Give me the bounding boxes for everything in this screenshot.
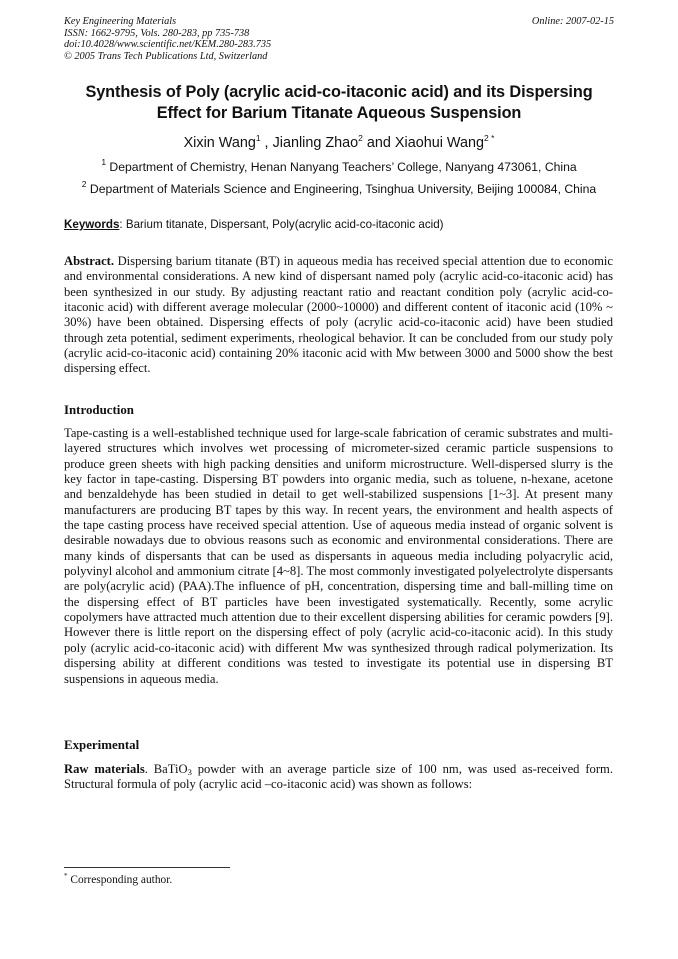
title-line-1: Synthesis of Poly (acrylic acid-co-itaconic acid) and its Dispersing [85, 83, 593, 101]
footnote [64, 873, 172, 887]
affiliation-mark: 2 [81, 179, 87, 189]
author-list [40, 134, 638, 152]
author-affiliation-mark: 2 [358, 133, 363, 143]
footnote-text: Corresponding author. [67, 874, 173, 886]
journal-header [64, 16, 271, 62]
paper-title [48, 82, 630, 123]
issn-line: ISSN: 1662-9795, Vols. 280-283, pp 735-738 [64, 27, 250, 39]
journal-name: Key Engineering Materials [64, 16, 177, 27]
raw-materials-text: . BaTiO [144, 762, 188, 776]
footnote-mark: * [64, 872, 68, 880]
author-name: Jianling Zhao [272, 135, 359, 151]
abstract-label: Abstract. [64, 254, 115, 268]
author-affiliation-mark: 2 * [484, 133, 495, 143]
title-line-2: Effect for Barium Titanate Aqueous Suspension [156, 103, 522, 122]
affiliation-text: Department of Materials Science and Engineering, Tsinghua University, Beijing 100084, China [86, 182, 597, 196]
affiliation-2 [40, 179, 638, 197]
raw-materials-paragraph [64, 762, 613, 793]
copyright-line: © 2005 Trans Tech Publications Ltd, Switzerland [64, 50, 268, 62]
affiliation-text: Department of Chemistry, Henan Nanyang Teachers’ College, Nanyang 473061, China [106, 160, 577, 174]
author-name: Xixin Wang [183, 135, 256, 151]
doi-line: doi:10.4028/www.scientific.net/KEM.280-283.735 [64, 39, 272, 51]
introduction-paragraph: Tape-casting is a well-established technique used for large-scale fabrication of ceramic substrates and multi-layered structures which involves wet processing of micrometer-sized ceramic particle suspensions to produce green sheets with high packing densities and uniform microstructure. Well-dispersed slurry is the key factor in tape-casting. Dispersing BT powders into organic media, such as toluene, n-hexane, acetone and benzaldehyde has been studied in detail to get well-stabilized suspensions [1~3]. At present many manufacturers are producing BT tapes by this way. In recent years, the environment and health aspects of the tape casting process have received special attention. Use of aqueous media instead of organic solvent is desirable nowadays due to obvious reasons such as economic and environmental considerations. There are many kinds of dispersants that can be used as dispersants in aqueous media including polyacrylic acid, polyvinyl alcohol and ammonium citrate [4~8]. The most commonly investigated polyelectrolyte dispersants are poly(acrylic acid) (PAA).The influence of pH, concentration, dispersing time and ball-milling time on the dispersing effect of BT particles have been investigated systematically. Recently, some acrylic copolymers have attracted much attention due to their excellent dispersing abilities for ceramic powders [9]. However there is little report on the dispersing effect of poly (acrylic acid-co-itaconic acid). In this study poly (acrylic acid-co-itaconic acid) with different Mw was synthesized through radical polymerization. Its dispersing ability at different conditions was tested to investigate its potential use in dispersing BT suspensions in aqueous media. [64, 426, 613, 686]
affiliation-1 [40, 157, 638, 175]
author-separator: , [260, 135, 273, 151]
affiliation-mark: 1 [101, 157, 107, 167]
raw-materials-text-cont: powder with an average particle size of 100 nm, was used as-received form. Structural formula of poly (acrylic acid –co-itaconic acid) was shown as follows: [64, 762, 613, 792]
abstract-text: Dispersing barium titanate (BT) in aqueous media has received special attention due to economic and environmental considerations. A new kind of dispersant named poly (acrylic acid-co-itaconic acid) has been synthesized in our study. By adjusting reactant ratio and reactant condition poly (acrylic acid-co-itaconic acid) with different average molecular (2000~10000) and different content of itaconic acid (10% ~ 30%) have been obtained. Dispersing effects of poly (acrylic acid-co-itaconic acid) have been studied through zeta potential, sediment experiments, rheological behavior. It can be concluded from our study poly (acrylic acid-co-itaconic acid) containing 20% itaconic acid with Mw between 3000 and 5000 show the best dispersing effect. [64, 254, 613, 376]
author-separator: and [362, 135, 395, 151]
experimental-heading: Experimental [64, 738, 140, 752]
introduction-heading: Introduction [64, 403, 134, 417]
raw-materials-label: Raw materials [64, 762, 145, 776]
keywords-label: Keywords [64, 218, 120, 231]
author-affiliation-mark: 1 [255, 133, 261, 143]
abstract-paragraph [64, 254, 613, 377]
author-name: Xiaohui Wang [394, 135, 484, 151]
online-date: Online: 2007-02-15 [531, 16, 614, 27]
keywords-colon: : [119, 218, 123, 231]
footnote-rule [64, 867, 230, 868]
formula-subscript: 3 [187, 767, 192, 777]
keywords-line [64, 218, 444, 232]
keywords-text: Barium titanate, Dispersant, Poly(acrylic acid-co-itaconic acid) [122, 218, 444, 231]
